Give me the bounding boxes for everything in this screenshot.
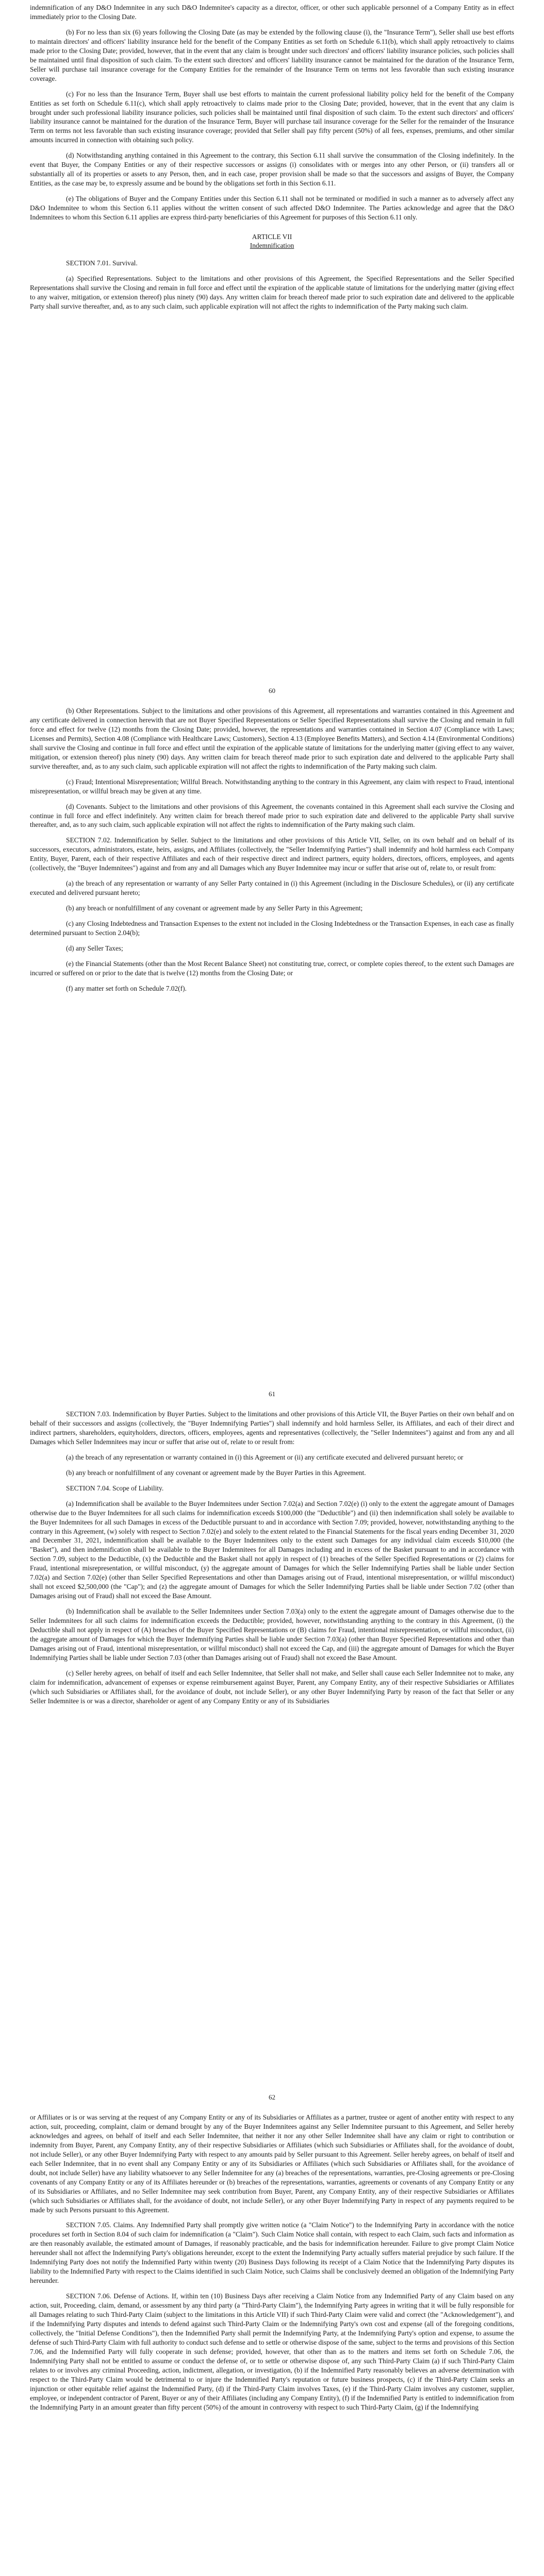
paragraph: (b) Other Representations. Subject to the limitations and other provisions of this Agreement, all representations and warranties contained in this Agreement and any certificate delivered in connection herewith that are not Buyer Specified Representations or Seller Specified Representations shall survive the Closing and remain in full force and effect for twelve (12) months from the Closing Date; provided, however, the representations and warranties contained in Section 4.07 (Compliance with Laws; Licenses and Permits), Section 4.08 (Compliance with Healthcare Laws; Customers), Section 4.13 (Employee Benefits Matters), and Section 4.14 (Environmental Conditions) shall survive the Closing and continue in full force and effect until the expiration of the applicable statute of limitations for the underlying matter (giving effect to any waiver, mitigation, or extension thereof) plus ninety (90) days. Any written claim for breach thereof made prior to such expiration date and delivered to the applicable Party shall survive thereafter, and, as to any such claim, such applicable expiration will not affect the rights to indemnification of the Party making such claim. — [30, 707, 514, 770]
paragraph: SECTION 7.05. Claims. Any Indemnified Party shall promptly give written notice (a "Claim Notice") to the Indemnifying Party in accordance with the notice procedures set forth in Section 8.04 of such claim for indemnification (a "Claim"). Such Claim Notice shall contain, with respect to each Claim, such facts and information as are then reasonably available, the estimated amount of Damages, if reasonably practicable, and the basis for indemnification hereunder. Failure to give prompt Claim Notice hereunder shall not affect the Indemnifying Party's obligations hereunder, except to the extent the Indemnifying Party actually suffers material prejudice by such failure. If the Indemnifying Party does not notify the Indemnified Party within twenty (20) Business Days following its receipt of a Claim Notice that the Indemnifying Party disputes its liability to the Indemnified Party with respect to the Claims identified in such Claim Notice, such Claims shall be conclusively deemed an obligation of the Indemnifying Party hereunder. — [30, 2221, 515, 2285]
paragraph: (e) the Financial Statements (other than the Most Recent Balance Sheet) not constituting true, correct, or complete copies thereof, to the extent such Damages are incurred or suffered on or prior to the date that is twelve (12) months from the Closing Date; or — [30, 959, 514, 977]
paragraph: (a) the breach of any representation or warranty contained in (i) this Agreement or (ii) any certificate executed and delivered pursuant hereto; or — [66, 1453, 464, 1461]
document-page — [0, 0, 544, 703]
paragraph: SECTION 7.03. Indemnification by Buyer Parties. Subject to the limitations and other provisions of this Article VII, the Buyer Parties on their own behalf and on behalf of their successors and assigns (collectively, the "Buyer Indemnifying Parties") shall indemnify and hold harmless Seller, its Affiliates, and each of their direct and indirect partners, shareholders, equityholders, directors, officers, employees, agents and representatives (collectively, the "Seller Indemnitees") against and from any and all Damages which Seller Indemnitees may incur or suffer that arise out of, relate to or result from: — [30, 1410, 514, 1446]
paragraph: SECTION 7.02. Indemnification by Seller. Subject to the limitations and other provisions of this Article VII, Seller, on its own behalf and on behalf of its successors, executors, administrators, estate, heirs, assigns, and Affiliates (collectively, the "Seller Indemnifying Parties") shall indemnify and hold harmless each Company Entity, Buyer, Parent, each of their respective Affiliates and each of their respective direct and indirect partners, equity holders, directors, officers, employees, and agents (collectively, the "Buyer Indemnitees") against and from any and all Damages which any Buyer Indemnitee may incur or suffer that arise out of, relate to, or result from: — [30, 836, 514, 872]
paragraph: SECTION 7.06. Defense of Actions. If, within ten (10) Business Days after receiving a Claim Notice from any Indemnified Party of any Claim based on any action, suit, Proceeding, claim, demand, or assessment by any third party (a "Third-Party Claim"), the Indemnifying Party agrees in writing that it will be fully responsible for all Damages relating to such Third-Party Claim (subject to the limitations in this Article VII) if such Third-Party Claim were valid and correct (the "Acknowledgement"), and if the Indemnifying Party disputes and intends to defend against such Third-Party Claim or the Indemnifying Party's own cost and expense (all of the foregoing conditions, collectively, the "Initial Defense Conditions"), then the Indemnified Party shall permit the Indemnifying Party, at the Indemnifying Party's option and expense, to assume the defense of such Third-Party Claim with full authority to conduct such defense and to settle or otherwise dispose of the same, subject to the terms and provisions of this Section 7.06, and the Indemnified Party will fully cooperate in such defense; provided, however, that other than as to the matters and items set forth on Schedule 7.06, the Indemnifying Party shall not be entitled to assume or conduct the defense of, or to settle or otherwise dispose of, any such Third-Party Claim (a) if such Third-Party Claim relates to or involves any criminal Proceeding, action, indictment, allegation, or investigation, (b) if the Indemnified Party reasonably believes an adverse determination with respect to the Third-Party Claim would be detrimental to or injure the Indemnified Party's reputation or future business prospects, (c) if the Third-Party Claim seeks an injunction or other equitable relief against the Indemnified Party, (d) if the Third-Party Claim involves Taxes, (e) if the Third-Party Claim involves any customer, supplier, employee, or independent contractor of Parent, Buyer or any of their Affiliates (including any Company Entity), (f) if the Indemnified Party is entitled to indemnification from the Indemnifying Party in an amount greater than fifty percent (50%) of the amount in controversy with respect to such Third-Party Claim, (g) if the Indemnifying — [30, 2292, 514, 2411]
document-page — [0, 703, 544, 1406]
paragraph: (e) The obligations of Buyer and the Company Entities under this Section 6.11 shall not be terminated or modified in such a manner as to adversely affect any D&O Indemnitee to whom this Section 6.11 applies without the written consent of such affected D&O Indemnitee. The Parties acknowledge and agree that the D&O Indemnitees to whom this Section 6.11 applies are express third-party beneficiaries of this Agreement for purposes of this Section 6.11 only. — [30, 195, 514, 222]
document-page — [0, 1406, 544, 2110]
paragraph: indemnification of any D&O Indemnitee in any such D&O Indemnitee's capacity as a director, officer, or other such applicable personnel of a Company Entity as in effect immediately prior to the Closing Date. — [30, 4, 514, 21]
paragraph: (c) Seller hereby agrees, on behalf of itself and each Seller Indemnitee, that Seller shall not make, and Seller shall cause each Seller Indemnitee not to make, any claim for indemnification, advancement of expenses or expense reimbursement against Buyer, Parent, any Company Entity, any of their respective Subsidiaries or Affiliates (which such Subsidiaries or Affiliates shall, for the avoidance of doubt, not include Seller), or any other Buyer Indemnifying Party by reason of the fact that Seller or any Seller Indemnitee is or was a director, shareholder or agent of any Company Entity or any of its Subsidiaries — [30, 1669, 514, 1705]
paragraph: (b) any breach or nonfulfillment of any covenant or agreement made by the Buyer Parties in this Agreement. — [66, 1468, 366, 1477]
document-page — [0, 2110, 544, 2576]
paragraph: (c) any Closing Indebtedness and Transaction Expenses to the extent not included in the Closing Indebtedness or the Transaction Expenses, in each case as finally determined pursuant to Section 2.04(b); — [30, 920, 514, 937]
paragraph: (d) Notwithstanding anything contained in this Agreement to the contrary, this Section 6.11 shall survive the consummation of the Closing indefinitely. In the event that Buyer, the Company Entities or any of their respective successors or assigns (i) consolidates with or merges into any other Person, or (ii) transfers all or substantially all of its properties or assets to any Person, then, and in each case, proper provision shall be made so that the successors and assigns of Buyer, the Company Entities, as the case may be, to expressly assume and be bound by the obligations set forth in this Section 6.11. — [30, 151, 514, 188]
paragraph: (d) Covenants. Subject to the limitations and other provisions of this Agreement, the covenants contained in this Agreement shall each survive the Closing and continue in full force and effect indefinitely. Any written claim for breach thereof made prior to such expiration date and delivered to the applicable Party shall survive thereafter, and, as to any such claim, such applicable expiration will not affect the rights to indemnification of the Party making such claim. — [30, 802, 514, 829]
paragraph: (a) Specified Representations. Subject to the limitations and other provisions of this Agreement, the Specified Representations and the Seller Specified Representations shall survive the Closing and remain in full force and effect until the expiration of the applicable statute of limitations for the underlying matter (giving effect to any waiver, mitigation, or extension thereof) plus ninety (90) days. Any written claim for breach thereof made prior to such expiration date and delivered to the applicable Party shall survive thereafter, and, as to any such claim, such applicable expiration will not affect the rights to indemnification of the Party making such claim. — [30, 274, 514, 310]
page-number: 60 — [269, 686, 275, 694]
paragraph: (b) any breach or nonfulfillment of any covenant or agreement made by any Seller Party in this Agreement; — [66, 904, 363, 912]
paragraph: (b) Indemnification shall be available to the Seller Indemnitees under Section 7.03(a) only to the extent the aggregate amount of Damages otherwise due to the Seller Indemnitees for all such claims for indemnification exceeds the Deductible; provided, however, notwithstanding anything to the contrary in this Agreement, (i) the Deductible shall not apply in respect of (A) breaches of the Buyer Specified Representations or (B) claims for Fraud, intentional misrepresentation, or willful misconduct, (ii) the aggregate amount of Damages for which the Buyer Indemnifying Parties shall be liable under Section 7.03(a) (other than Buyer Specified Representations and other than Damages arising out of Fraud, intentional misrepresentation, or willful misconduct) shall not exceed the Cap, and (iii) the aggregate amount of Damages for which the Buyer Indemnifying Parties shall be liable under Section 7.03 (other than Damages arising out of Fraud) shall not exceed the Base Amount. — [30, 1607, 514, 1662]
paragraph: (d) any Seller Taxes; — [66, 944, 123, 953]
paragraph: (b) For no less than six (6) years following the Closing Date (as may be extended by the following clause (i), the "Insurance Term"), Seller shall use best efforts to maintain directors' and officers' liability insurance held for the benefit of the Company Entities as set forth on Schedule 6.11(b), which shall apply retroactively to claims made prior to the Closing Date; provided, however, that in the event that any claim is brought under such directors' and officers' liability insurance policies, such policies shall be maintained until final disposition of such claim. To the extent such directors' and officers' liability insurance cannot be maintained for the duration of the Insurance Term, Seller will purchase tail insurance coverage for the Company Entities for the remainder of the Insurance Term on terms not less favorable than such existing insurance coverage. — [30, 28, 514, 82]
section-heading: SECTION 7.04. Scope of Liability. — [66, 1484, 164, 1492]
section-heading: SECTION 7.01. Survival. — [66, 259, 138, 267]
paragraph: (a) Indemnification shall be available to the Buyer Indemnitees under Section 7.02(a) and Section 7.02(e) (i) only to the extent the aggregate amount of Damages otherwise due to the Buyer Indemnitees for all such claims for indemnification exceeds $100,000 (the "Deductible") and (ii) then indemnification shall solely be available to the Buyer Indemnitees for all such Damages in excess of the Deductible pursuant to and in accordance with Section 7.09; provided, however, notwithstanding anything to the contrary in this Agreement, (w) solely with respect to Section 7.02(e) and solely to the extent related to the Financial Statements for the fiscal years ending December 31, 2020 and December 31, 2021, indemnification shall be available to the Buyer Indemnitees only to the extent such Damages for any individual claim exceeds $10,000 (the "Basket"), and then indemnification shall be available to the Buyer Indemnitees for all Damages including and in excess of the Basket pursuant to and in accordance with Section 7.09, subject to the Deductible, (x) the Deductible and the Basket shall not apply in respect of (1) breaches of the Seller Specified Representations or (2) claims for Fraud, intentional misrepresentation, or willful misconduct, (y) the aggregate amount of Damages for which the Seller Indemnifying Parties shall be liable under Section 7.02(a) and Section 7.02(e) (other than Seller Specified Representations and other than Damages arising out of Fraud, intentional misrepresentation, or willful misconduct) shall not exceed $2,500,000 (the "Cap"); and (z) the aggregate amount of Damages for which the Seller Indemnifying Parties shall be liable under Section 7.02 (other than Damages arising out of Fraud) shall not exceed the Base Amount. — [30, 1499, 514, 1600]
article-heading — [30, 232, 514, 250]
article-title: ARTICLE VII — [252, 233, 292, 241]
page-number: 62 — [269, 2093, 275, 2101]
paragraph: (c) Fraud; Intentional Misrepresentation; Willful Breach. Notwithstanding anything to the contrary in this Agreement, any claim with respect to Fraud, intentional misrepresentation, or willful breach may be given at any time. — [30, 777, 514, 795]
article-subtitle: Indemnification — [250, 242, 294, 250]
paragraph: (c) For no less than the Insurance Term, Buyer shall use best efforts to maintain the current professional liability policy held for the benefit of the Company Entities as set forth on Schedule 6.11(c), which shall apply retroactively to claims made prior to the Closing Date; provided, however, that in the event that any claim is brought under such professional liability insurance policies, such policies shall be maintained until final disposition of such claim. To the extent such directors' and officers' liability insurance cannot be maintained for the duration of the Insurance Term, Buyer will purchase tail insurance coverage for the Seller for the remainder of the Insurance Term on terms not less favorable than such existing insurance coverage; provided that Seller shall pay fifty percent (50%) of all fees, expenses, premiums, and other similar amounts incurred in connection with obtaining such policy. — [30, 90, 514, 144]
paragraph: (a) the breach of any representation or warranty of any Seller Party contained in (i) this Agreement (including in the Disclosure Schedules), or (ii) any certificate executed and delivered pursuant hereto; — [30, 879, 514, 897]
page-number: 61 — [269, 1389, 275, 1398]
paragraph: or Affiliates or is or was serving at the request of any Company Entity or any of its Subsidiaries or Affiliates as a partner, trustee or agent of another entity with respect to any action, suit, proceeding, complaint, claim or demand brought by any of the Buyer Indemnitees against any Seller Indemnitee pursuant to this Agreement, and Seller hereby acknowledges and agrees, on behalf of itself and each Seller Indemnitee, that neither it nor any other Seller Indemnitee shall have any claim or right to contribution or indemnity from Buyer, Parent, any Company Entity, any of their respective Subsidiaries or Affiliates (which such Subsidiaries or Affiliates shall, for the avoidance of doubt, not include Seller), or any other Buyer Indemnifying Party with respect to any amounts paid by Seller pursuant to this Agreement. Seller hereby agrees, on behalf of itself and each Seller Indemnitee, that in no event shall any Company Entity or any of its Subsidiaries or Affiliates (which such Subsidiaries or Affiliates shall, for the avoidance of doubt, not include Seller) have any liability whatsoever to any Seller Indemnitee for any (a) breaches of the representations, warranties, pre-Closing agreements or pre-Closing covenants of any Company Entity or any of its Affiliates hereunder or (b) breaches of the representations, warranties, agreements or covenants of any Company Entity or any of its Subsidiaries or Affiliates, and no Seller Indemnitee may seek contribution from Buyer, Parent, any Company Entity, any of their respective Subsidiaries or Affiliates (which such Subsidiaries or Affiliates shall, for the avoidance of doubt, not include Seller), or any other Buyer Indemnifying Party in respect of any payments required to be made by such Persons pursuant to this Agreement. — [30, 2113, 514, 2214]
paragraph: (f) any matter set forth on Schedule 7.02(f). — [66, 984, 187, 992]
